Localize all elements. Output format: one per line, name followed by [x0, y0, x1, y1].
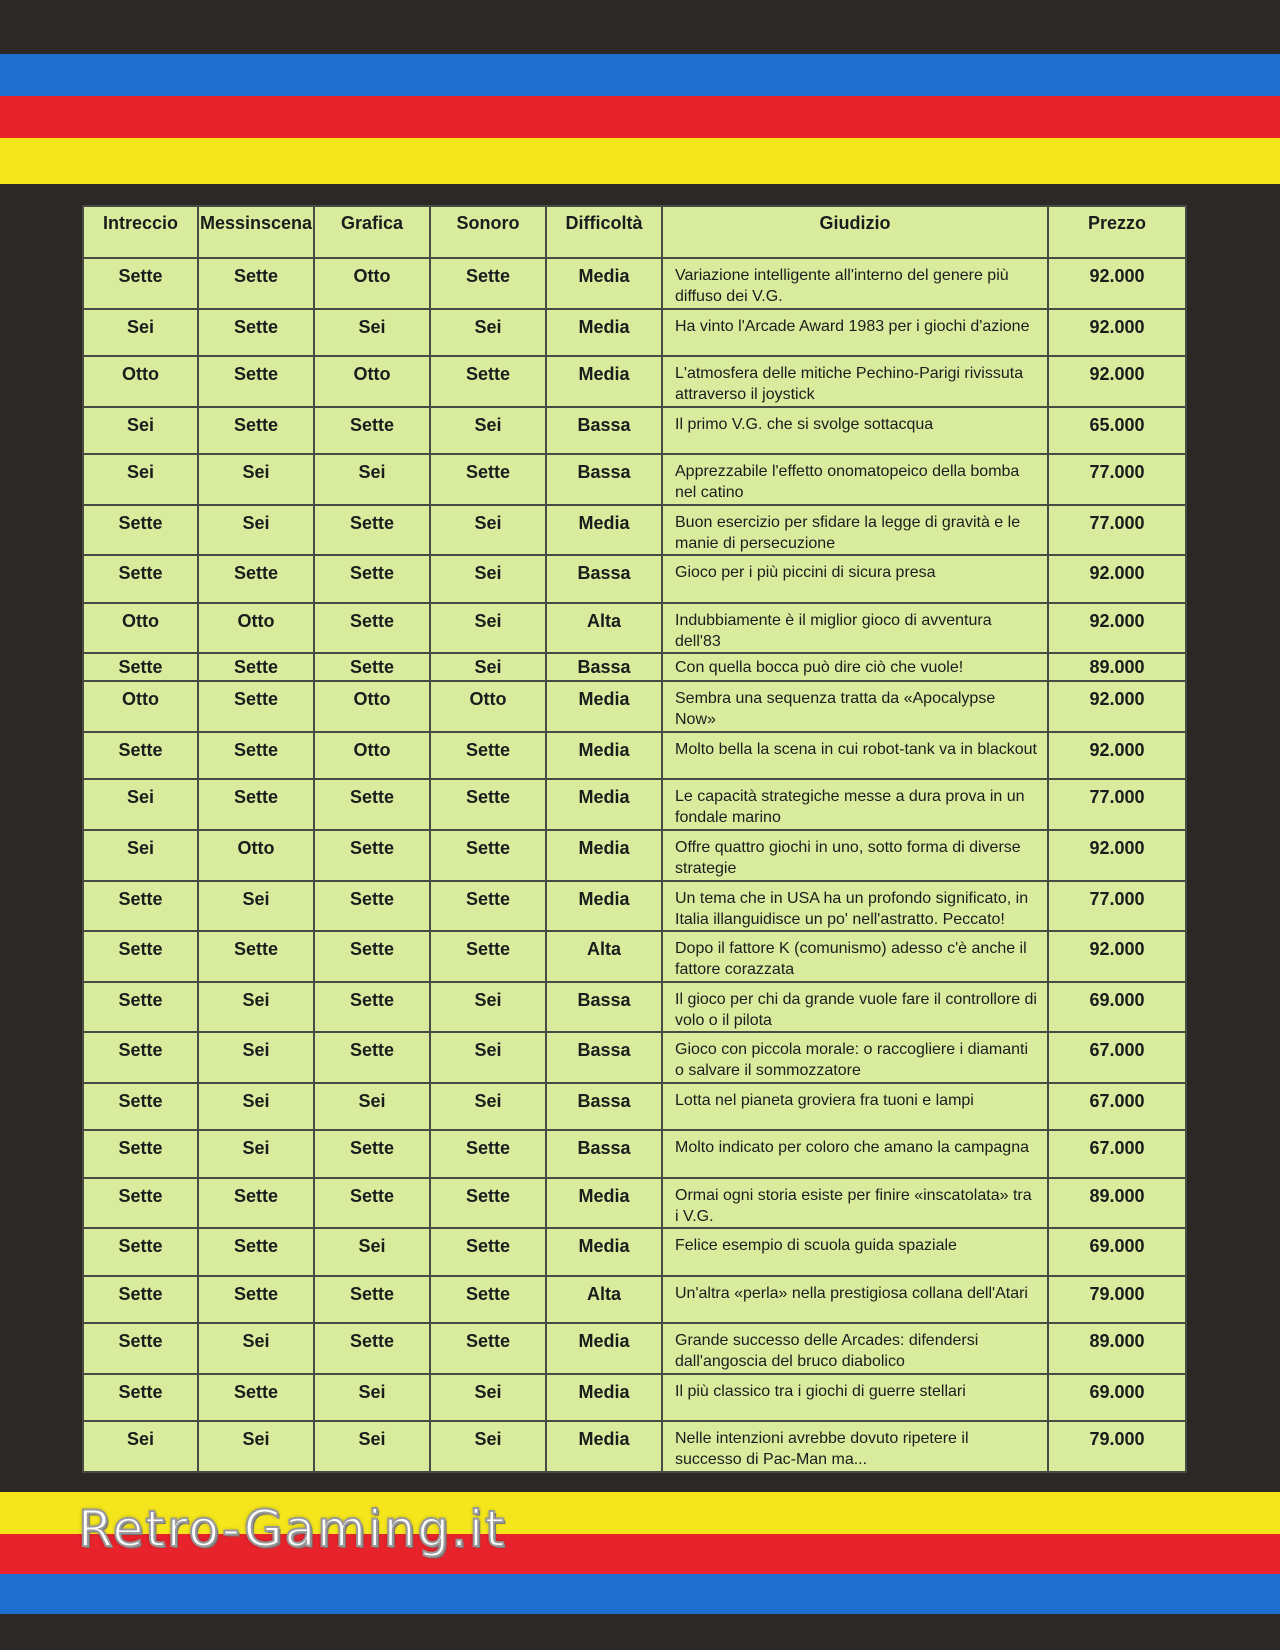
messinscena-cell: Sei [198, 1083, 314, 1131]
prezzo-cell: 79.000 [1048, 1421, 1186, 1472]
prezzo-cell: 89.000 [1048, 1323, 1186, 1374]
intreccio-cell: Sette [83, 982, 198, 1033]
prezzo-cell: 92.000 [1048, 732, 1186, 780]
sonoro-cell: Sei [430, 653, 546, 681]
watermark-logo: Retro-Gaming.it [78, 1500, 507, 1558]
grafica-cell: Sette [314, 1323, 430, 1374]
difficolta-cell: Alta [546, 603, 662, 654]
messinscena-cell: Sette [198, 356, 314, 407]
sonoro-cell: Sei [430, 407, 546, 455]
sonoro-cell: Sei [430, 1374, 546, 1422]
table-row [83, 454, 1186, 505]
sonoro-cell: Sette [430, 881, 546, 932]
messinscena-cell: Sei [198, 505, 314, 556]
messinscena-cell: Sette [198, 309, 314, 357]
table-row [83, 555, 1186, 603]
messinscena-cell: Sette [198, 258, 314, 309]
messinscena-cell: Sette [198, 1276, 314, 1324]
difficolta-cell: Alta [546, 931, 662, 982]
difficolta-cell: Media [546, 356, 662, 407]
difficolta-cell: Bassa [546, 1032, 662, 1083]
grafica-cell: Otto [314, 681, 430, 732]
prezzo-cell: 92.000 [1048, 356, 1186, 407]
messinscena-cell: Otto [198, 830, 314, 881]
intreccio-cell: Sette [83, 732, 198, 780]
difficolta-cell: Bassa [546, 982, 662, 1033]
grafica-cell: Sette [314, 881, 430, 932]
intreccio-cell: Sette [83, 1130, 198, 1178]
grafica-cell: Sette [314, 407, 430, 455]
difficolta-cell: Media [546, 1374, 662, 1422]
table-row [83, 1130, 1186, 1178]
intreccio-cell: Sette [83, 1276, 198, 1324]
prezzo-cell: 79.000 [1048, 1276, 1186, 1324]
giudizio-cell: Ormai ogni storia esiste per finire «inscatolata» tra i V.G. [662, 1178, 1048, 1229]
difficolta-cell: Bassa [546, 407, 662, 455]
sonoro-cell: Sei [430, 1032, 546, 1083]
table-row [83, 982, 1186, 1033]
intreccio-cell: Otto [83, 603, 198, 654]
messinscena-cell: Sette [198, 1178, 314, 1229]
table-row [83, 407, 1186, 455]
grafica-cell: Sette [314, 830, 430, 881]
messinscena-cell: Sette [198, 1228, 314, 1276]
intreccio-cell: Sette [83, 1228, 198, 1276]
giudizio-cell: Molto indicato per coloro che amano la campagna [662, 1130, 1048, 1178]
difficolta-cell: Bassa [546, 1083, 662, 1131]
giudizio-cell: Molto bella la scena in cui robot-tank va in blackout [662, 732, 1048, 780]
difficolta-cell: Media [546, 505, 662, 556]
table-row [83, 603, 1186, 654]
intreccio-cell: Sei [83, 309, 198, 357]
giudizio-cell: Le capacità strategiche messe a dura prova in un fondale marino [662, 779, 1048, 830]
prezzo-cell: 92.000 [1048, 555, 1186, 603]
table-row [83, 681, 1186, 732]
bottom-blue-stripe [0, 1574, 1280, 1614]
prezzo-cell: 67.000 [1048, 1032, 1186, 1083]
prezzo-cell: 92.000 [1048, 258, 1186, 309]
prezzo-cell: 77.000 [1048, 881, 1186, 932]
grafica-cell: Otto [314, 732, 430, 780]
giudizio-cell: Lotta nel pianeta groviera fra tuoni e lampi [662, 1083, 1048, 1131]
intreccio-cell: Sette [83, 1374, 198, 1422]
table-row [83, 653, 1186, 681]
intreccio-cell: Otto [83, 356, 198, 407]
intreccio-cell: Sei [83, 1421, 198, 1472]
difficolta-cell: Media [546, 881, 662, 932]
difficolta-cell: Media [546, 1228, 662, 1276]
messinscena-cell: Sette [198, 732, 314, 780]
difficolta-cell: Bassa [546, 454, 662, 505]
giudizio-cell: Con quella bocca può dire ciò che vuole! [662, 653, 1048, 681]
table-body [83, 258, 1186, 1472]
grafica-cell: Sei [314, 1083, 430, 1131]
grafica-cell: Sei [314, 454, 430, 505]
messinscena-cell: Sei [198, 1032, 314, 1083]
intreccio-cell: Sette [83, 881, 198, 932]
grafica-cell: Sette [314, 1130, 430, 1178]
sonoro-cell: Sette [430, 1130, 546, 1178]
table-row [83, 1228, 1186, 1276]
messinscena-cell: Sei [198, 881, 314, 932]
table-row [83, 1276, 1186, 1324]
grafica-cell: Sette [314, 779, 430, 830]
sonoro-cell: Sei [430, 1083, 546, 1131]
intreccio-cell: Sette [83, 1178, 198, 1229]
giudizio-cell: Grande successo delle Arcades: difendersi dall'angoscia del bruco diabolico [662, 1323, 1048, 1374]
sonoro-cell: Sei [430, 1421, 546, 1472]
grafica-cell: Sette [314, 603, 430, 654]
top-yellow-stripe [0, 138, 1280, 184]
grafica-cell: Sette [314, 505, 430, 556]
giudizio-cell: Offre quattro giochi in uno, sotto forma di diverse strategie [662, 830, 1048, 881]
giudizio-cell: Il primo V.G. che si svolge sottacqua [662, 407, 1048, 455]
intreccio-cell: Sette [83, 258, 198, 309]
difficolta-cell: Media [546, 1323, 662, 1374]
messinscena-cell: Sei [198, 454, 314, 505]
difficolta-cell: Media [546, 1178, 662, 1229]
intreccio-cell: Sette [83, 931, 198, 982]
ratings-table-container [82, 205, 1185, 1473]
prezzo-cell: 69.000 [1048, 1374, 1186, 1422]
sonoro-cell: Sette [430, 1228, 546, 1276]
sonoro-cell: Sette [430, 830, 546, 881]
prezzo-cell: 69.000 [1048, 1228, 1186, 1276]
giudizio-cell: Apprezzabile l'effetto onomatopeico della bomba nel catino [662, 454, 1048, 505]
giudizio-cell: Un tema che in USA ha un profondo significato, in Italia illanguidisce un po' nell'astratto. Peccato! [662, 881, 1048, 932]
difficolta-cell: Media [546, 732, 662, 780]
table-row [83, 1421, 1186, 1472]
prezzo-cell: 77.000 [1048, 779, 1186, 830]
header-grafica: Grafica [314, 206, 430, 258]
intreccio-cell: Sette [83, 1032, 198, 1083]
prezzo-cell: 89.000 [1048, 653, 1186, 681]
messinscena-cell: Otto [198, 603, 314, 654]
intreccio-cell: Sei [83, 830, 198, 881]
grafica-cell: Sette [314, 555, 430, 603]
table-row [83, 1178, 1186, 1229]
difficolta-cell: Media [546, 779, 662, 830]
messinscena-cell: Sette [198, 555, 314, 603]
header-prezzo: Prezzo [1048, 206, 1186, 258]
giudizio-cell: Il gioco per chi da grande vuole fare il controllore di volo o il pilota [662, 982, 1048, 1033]
table-row [83, 1032, 1186, 1083]
prezzo-cell: 77.000 [1048, 454, 1186, 505]
prezzo-cell: 67.000 [1048, 1083, 1186, 1131]
sonoro-cell: Sette [430, 931, 546, 982]
table-row [83, 505, 1186, 556]
grafica-cell: Sei [314, 1421, 430, 1472]
grafica-cell: Sei [314, 309, 430, 357]
difficolta-cell: Media [546, 309, 662, 357]
sonoro-cell: Sette [430, 732, 546, 780]
messinscena-cell: Sei [198, 982, 314, 1033]
giudizio-cell: Ha vinto l'Arcade Award 1983 per i giochi d'azione [662, 309, 1048, 357]
table-header-row [83, 206, 1186, 258]
table-row [83, 881, 1186, 932]
intreccio-cell: Sei [83, 454, 198, 505]
sonoro-cell: Sei [430, 555, 546, 603]
sonoro-cell: Otto [430, 681, 546, 732]
giudizio-cell: Felice esempio di scuola guida spaziale [662, 1228, 1048, 1276]
table-row [83, 1323, 1186, 1374]
grafica-cell: Sei [314, 1228, 430, 1276]
sonoro-cell: Sette [430, 356, 546, 407]
messinscena-cell: Sei [198, 1130, 314, 1178]
prezzo-cell: 92.000 [1048, 309, 1186, 357]
giudizio-cell: Indubbiamente è il miglior gioco di avventura dell'83 [662, 603, 1048, 654]
table-row [83, 732, 1186, 780]
difficolta-cell: Bassa [546, 1130, 662, 1178]
table-row [83, 830, 1186, 881]
giudizio-cell: Gioco con piccola morale: o raccogliere i diamanti o salvare il sommozzatore [662, 1032, 1048, 1083]
sonoro-cell: Sette [430, 454, 546, 505]
prezzo-cell: 67.000 [1048, 1130, 1186, 1178]
messinscena-cell: Sette [198, 653, 314, 681]
sonoro-cell: Sette [430, 1323, 546, 1374]
intreccio-cell: Sette [83, 505, 198, 556]
messinscena-cell: Sette [198, 1374, 314, 1422]
intreccio-cell: Sette [83, 653, 198, 681]
prezzo-cell: 89.000 [1048, 1178, 1186, 1229]
giudizio-cell: Il più classico tra i giochi di guerre stellari [662, 1374, 1048, 1422]
table-row [83, 309, 1186, 357]
intreccio-cell: Sei [83, 779, 198, 830]
sonoro-cell: Sette [430, 1276, 546, 1324]
difficolta-cell: Bassa [546, 653, 662, 681]
sonoro-cell: Sette [430, 258, 546, 309]
messinscena-cell: Sei [198, 1421, 314, 1472]
table-row [83, 258, 1186, 309]
prezzo-cell: 77.000 [1048, 505, 1186, 556]
giudizio-cell: Gioco per i più piccini di sicura presa [662, 555, 1048, 603]
difficolta-cell: Media [546, 681, 662, 732]
grafica-cell: Sette [314, 931, 430, 982]
giudizio-cell: Nelle intenzioni avrebbe dovuto ripetere il successo di Pac-Man ma... [662, 1421, 1048, 1472]
grafica-cell: Otto [314, 258, 430, 309]
messinscena-cell: Sei [198, 1323, 314, 1374]
top-red-stripe [0, 96, 1280, 138]
giudizio-cell: Dopo il fattore K (comunismo) adesso c'è anche il fattore corazzata [662, 931, 1048, 982]
difficolta-cell: Bassa [546, 555, 662, 603]
prezzo-cell: 92.000 [1048, 830, 1186, 881]
sonoro-cell: Sei [430, 309, 546, 357]
header-difficolta: Difficoltà [546, 206, 662, 258]
messinscena-cell: Sette [198, 931, 314, 982]
giudizio-cell: L'atmosfera delle mitiche Pechino-Parigi rivissuta attraverso il joystick [662, 356, 1048, 407]
header-giudizio: Giudizio [662, 206, 1048, 258]
messinscena-cell: Sette [198, 779, 314, 830]
sonoro-cell: Sette [430, 1178, 546, 1229]
grafica-cell: Otto [314, 356, 430, 407]
giudizio-cell: Sembra una sequenza tratta da «Apocalypse Now» [662, 681, 1048, 732]
grafica-cell: Sette [314, 1178, 430, 1229]
table-row [83, 1374, 1186, 1422]
grafica-cell: Sette [314, 1276, 430, 1324]
intreccio-cell: Otto [83, 681, 198, 732]
difficolta-cell: Alta [546, 1276, 662, 1324]
grafica-cell: Sette [314, 653, 430, 681]
prezzo-cell: 65.000 [1048, 407, 1186, 455]
grafica-cell: Sei [314, 1374, 430, 1422]
giudizio-cell: Un'altra «perla» nella prestigiosa collana dell'Atari [662, 1276, 1048, 1324]
table-row [83, 356, 1186, 407]
prezzo-cell: 92.000 [1048, 603, 1186, 654]
sonoro-cell: Sei [430, 505, 546, 556]
intreccio-cell: Sette [83, 1083, 198, 1131]
prezzo-cell: 92.000 [1048, 681, 1186, 732]
difficolta-cell: Media [546, 1421, 662, 1472]
giudizio-cell: Variazione intelligente all'interno del genere più diffuso dei V.G. [662, 258, 1048, 309]
sonoro-cell: Sei [430, 982, 546, 1033]
table-row [83, 931, 1186, 982]
intreccio-cell: Sette [83, 555, 198, 603]
sonoro-cell: Sei [430, 603, 546, 654]
top-blue-stripe [0, 54, 1280, 96]
table-row [83, 1083, 1186, 1131]
intreccio-cell: Sette [83, 1323, 198, 1374]
difficolta-cell: Media [546, 258, 662, 309]
prezzo-cell: 92.000 [1048, 931, 1186, 982]
messinscena-cell: Sette [198, 407, 314, 455]
prezzo-cell: 69.000 [1048, 982, 1186, 1033]
table-row [83, 779, 1186, 830]
header-sonoro: Sonoro [430, 206, 546, 258]
sonoro-cell: Sette [430, 779, 546, 830]
difficolta-cell: Media [546, 830, 662, 881]
grafica-cell: Sette [314, 1032, 430, 1083]
grafica-cell: Sette [314, 982, 430, 1033]
intreccio-cell: Sei [83, 407, 198, 455]
ratings-table [82, 205, 1187, 1473]
header-intreccio: Intreccio [83, 206, 198, 258]
giudizio-cell: Buon esercizio per sfidare la legge di gravità e le manie di persecuzione [662, 505, 1048, 556]
messinscena-cell: Sette [198, 681, 314, 732]
header-messinscena: Messinscena [198, 206, 314, 258]
